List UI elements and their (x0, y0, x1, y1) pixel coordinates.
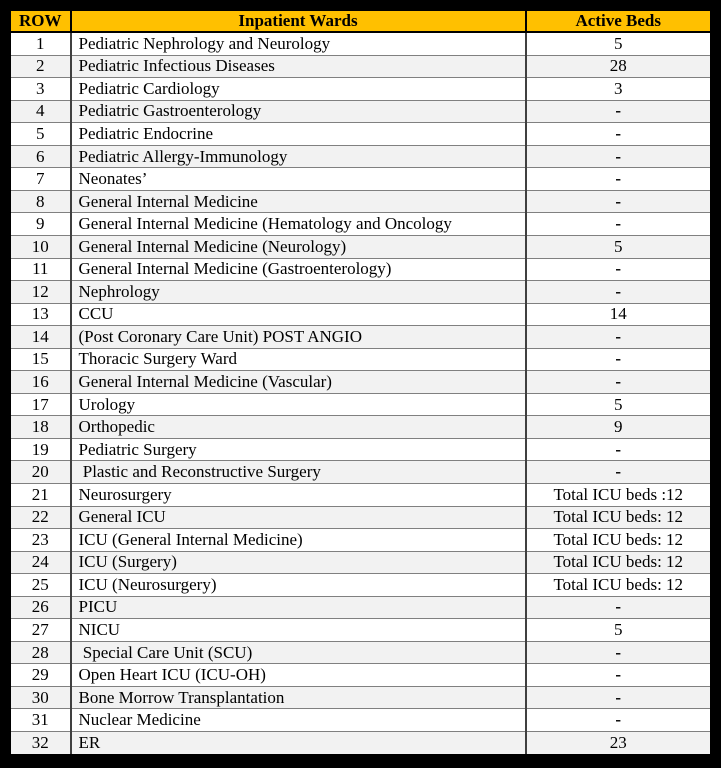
ward-name-cell: General ICU (71, 506, 526, 529)
table-row (10, 461, 712, 484)
ward-name-cell: Pediatric Infectious Diseases (71, 55, 526, 78)
ward-name-cell: ICU (Neurosurgery) (71, 574, 526, 597)
row-number-cell: 8 (10, 190, 71, 213)
row-number-cell: 21 (10, 483, 71, 506)
table-row (10, 438, 712, 461)
active-beds-cell: 3 (526, 78, 712, 101)
row-number-cell: 23 (10, 529, 71, 552)
row-number-cell: 2 (10, 55, 71, 78)
table-row (10, 190, 712, 213)
row-number-cell: 11 (10, 258, 71, 281)
table-row (10, 348, 712, 371)
header-cell-beds: Active Beds (526, 10, 712, 33)
active-beds-cell: - (526, 168, 712, 191)
row-number-cell: 22 (10, 506, 71, 529)
table-row (10, 55, 712, 78)
table-row (10, 326, 712, 349)
active-beds-cell: - (526, 281, 712, 304)
table-row (10, 78, 712, 101)
active-beds-cell: - (526, 641, 712, 664)
ward-name-cell: PICU (71, 596, 526, 619)
table-row (10, 619, 712, 642)
active-beds-cell: - (526, 664, 712, 687)
ward-name-cell: Special Care Unit (SCU) (71, 641, 526, 664)
table-row (10, 123, 712, 146)
row-number-cell: 7 (10, 168, 71, 191)
active-beds-cell: 14 (526, 303, 712, 326)
active-beds-cell: Total ICU beds: 12 (526, 506, 712, 529)
ward-name-cell: ICU (Surgery) (71, 551, 526, 574)
table-row (10, 258, 712, 281)
row-number-cell: 24 (10, 551, 71, 574)
table-row (10, 213, 712, 236)
row-number-cell: 29 (10, 664, 71, 687)
row-number-cell: 4 (10, 100, 71, 123)
ward-name-cell: General Internal Medicine (Gastroenterology) (71, 258, 526, 281)
active-beds-cell: - (526, 461, 712, 484)
table-row (10, 483, 712, 506)
ward-name-cell: NICU (71, 619, 526, 642)
ward-name-cell: Open Heart ICU (ICU-OH) (71, 664, 526, 687)
ward-name-cell: General Internal Medicine (Neurology) (71, 235, 526, 258)
row-number-cell: 28 (10, 641, 71, 664)
active-beds-cell: Total ICU beds: 12 (526, 551, 712, 574)
active-beds-cell: 5 (526, 32, 712, 55)
row-number-cell: 12 (10, 281, 71, 304)
ward-name-cell: Urology (71, 393, 526, 416)
active-beds-cell: - (526, 258, 712, 281)
active-beds-cell: 9 (526, 416, 712, 439)
active-beds-cell: - (526, 686, 712, 709)
row-number-cell: 27 (10, 619, 71, 642)
ward-name-cell: Neonates’ (71, 168, 526, 191)
ward-name-cell: General Internal Medicine (71, 190, 526, 213)
ward-name-cell: ER (71, 732, 526, 756)
row-number-cell: 10 (10, 235, 71, 258)
ward-name-cell: Pediatric Endocrine (71, 123, 526, 146)
table-row (10, 168, 712, 191)
row-number-cell: 5 (10, 123, 71, 146)
header-row (10, 10, 712, 33)
ward-name-cell: Nephrology (71, 281, 526, 304)
ward-name-cell: Orthopedic (71, 416, 526, 439)
table-row (10, 664, 712, 687)
table-row (10, 709, 712, 732)
header-cell-wards: Inpatient Wards (71, 10, 526, 33)
ward-name-cell: General Internal Medicine (Hematology and Oncology (71, 213, 526, 236)
ward-name-cell: (Post Coronary Care Unit) POST ANGIO (71, 326, 526, 349)
table-row (10, 574, 712, 597)
row-number-cell: 31 (10, 709, 71, 732)
active-beds-cell: - (526, 326, 712, 349)
active-beds-cell: - (526, 145, 712, 168)
ward-name-cell: Pediatric Surgery (71, 438, 526, 461)
row-number-cell: 14 (10, 326, 71, 349)
row-number-cell: 13 (10, 303, 71, 326)
row-number-cell: 17 (10, 393, 71, 416)
active-beds-cell: - (526, 709, 712, 732)
row-number-cell: 20 (10, 461, 71, 484)
table-row (10, 641, 712, 664)
ward-name-cell: General Internal Medicine (Vascular) (71, 371, 526, 394)
active-beds-cell: Total ICU beds: 12 (526, 529, 712, 552)
ward-name-cell: Neurosurgery (71, 483, 526, 506)
row-number-cell: 6 (10, 145, 71, 168)
table-row (10, 732, 712, 756)
row-number-cell: 18 (10, 416, 71, 439)
header-cell-row: ROW (10, 10, 71, 33)
active-beds-cell: 5 (526, 393, 712, 416)
row-number-cell: 9 (10, 213, 71, 236)
row-number-cell: 30 (10, 686, 71, 709)
active-beds-cell: - (526, 213, 712, 236)
table-row (10, 145, 712, 168)
table-row (10, 686, 712, 709)
table-row (10, 506, 712, 529)
table-row (10, 32, 712, 55)
inpatient-wards-table-frame (8, 8, 713, 757)
table-row (10, 416, 712, 439)
ward-name-cell: Thoracic Surgery Ward (71, 348, 526, 371)
table-row (10, 393, 712, 416)
row-number-cell: 3 (10, 78, 71, 101)
row-number-cell: 25 (10, 574, 71, 597)
active-beds-cell: - (526, 348, 712, 371)
ward-name-cell: Pediatric Nephrology and Neurology (71, 32, 526, 55)
table-row (10, 303, 712, 326)
row-number-cell: 32 (10, 732, 71, 756)
ward-name-cell: Bone Morrow Transplantation (71, 686, 526, 709)
row-number-cell: 19 (10, 438, 71, 461)
table-body (10, 32, 712, 756)
table-row (10, 281, 712, 304)
row-number-cell: 16 (10, 371, 71, 394)
ward-name-cell: Pediatric Allergy-Immunology (71, 145, 526, 168)
inpatient-wards-table (8, 8, 713, 757)
row-number-cell: 1 (10, 32, 71, 55)
active-beds-cell: - (526, 190, 712, 213)
ward-name-cell: Nuclear Medicine (71, 709, 526, 732)
active-beds-cell: - (526, 596, 712, 619)
ward-name-cell: ICU (General Internal Medicine) (71, 529, 526, 552)
active-beds-cell: 23 (526, 732, 712, 756)
ward-name-cell: CCU (71, 303, 526, 326)
active-beds-cell: - (526, 100, 712, 123)
table-row (10, 596, 712, 619)
table-row (10, 235, 712, 258)
active-beds-cell: - (526, 371, 712, 394)
ward-name-cell: Pediatric Gastroenterology (71, 100, 526, 123)
active-beds-cell: - (526, 438, 712, 461)
active-beds-cell: 5 (526, 619, 712, 642)
active-beds-cell: 28 (526, 55, 712, 78)
table-row (10, 551, 712, 574)
table-row (10, 100, 712, 123)
active-beds-cell: Total ICU beds :12 (526, 483, 712, 506)
ward-name-cell: Pediatric Cardiology (71, 78, 526, 101)
table-header (10, 10, 712, 33)
row-number-cell: 15 (10, 348, 71, 371)
table-row (10, 529, 712, 552)
ward-name-cell: Plastic and Reconstructive Surgery (71, 461, 526, 484)
active-beds-cell: - (526, 123, 712, 146)
table-row (10, 371, 712, 394)
active-beds-cell: Total ICU beds: 12 (526, 574, 712, 597)
row-number-cell: 26 (10, 596, 71, 619)
active-beds-cell: 5 (526, 235, 712, 258)
